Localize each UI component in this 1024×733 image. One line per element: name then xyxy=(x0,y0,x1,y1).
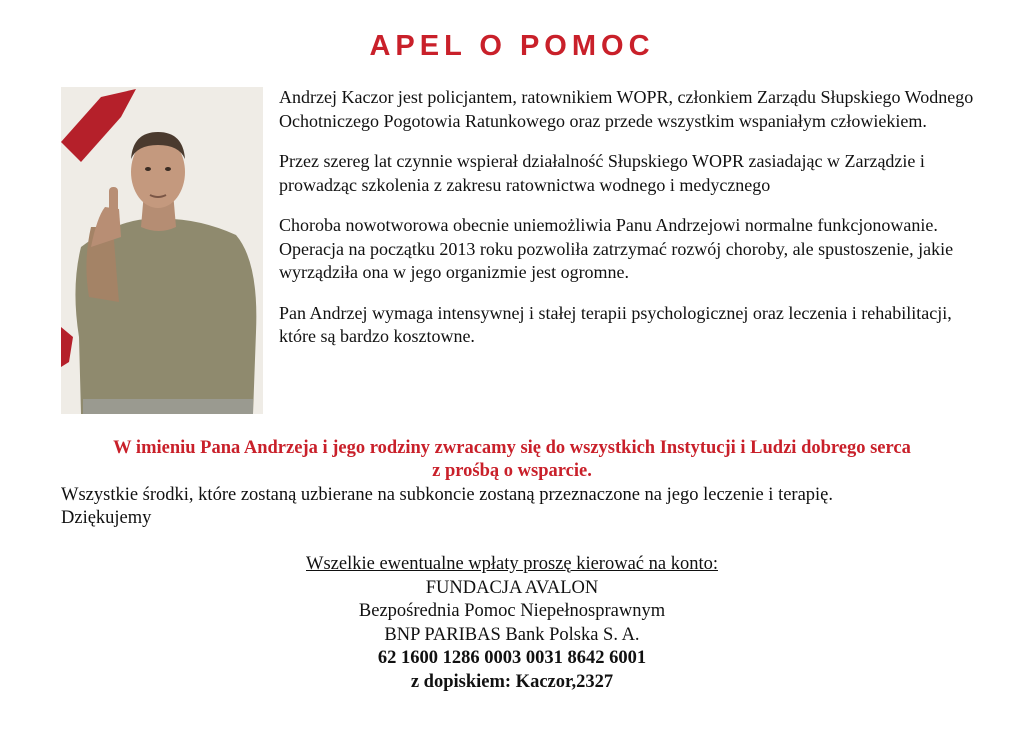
appeal-line-2: z prośbą o wsparcie. xyxy=(432,461,592,481)
funds-info xyxy=(61,484,1001,529)
bank-heading: Wszelkie ewentualne wpłaty proszę kierować na konto: xyxy=(306,554,718,574)
paragraph-intro: Andrzej Kaczor jest policjantem, ratownikiem WOPR, członkiem Zarządu Słupskiego Wodnego Ochotniczego Pogotowia Ratunkowego oraz przede wszystkim wspaniałym człowiekiem. xyxy=(279,87,974,131)
page-title: APEL O POMOC xyxy=(369,30,655,62)
account-number: 62 1600 1286 0003 0031 8642 6001 xyxy=(377,648,647,668)
funds-text: Wszystkie środki, które zostaną uzbierane na subkoncie zostaną przeznaczone na jego leczenie i terapię. xyxy=(61,485,834,505)
paragraph-activity: Przez szereg lat czynnie wspierał działalność Słupskiego WOPR zasiadając w Zarządzie i prowadząc szkolenia z zakresu ratownictwa wodnego i medycznego xyxy=(279,151,925,195)
transfer-note: z dopiskiem: Kaczor,2327 xyxy=(410,671,614,692)
portrait-illustration xyxy=(61,87,263,414)
description-text xyxy=(279,86,979,366)
portrait-photo xyxy=(61,87,263,414)
bank-name: BNP PARIBAS Bank Polska S. A. xyxy=(384,624,640,645)
thanks-text: Dziękujemy xyxy=(61,507,152,528)
appeal-text xyxy=(30,437,994,483)
paragraph-illness: Choroba nowotworowa obecnie uniemożliwia Panu Andrzejowi normalne funkcjonowanie. Operacja na początku 2013 roku pozwoliła zatrzymać rozwój choroby, ale spustoszenie, jakie wyrządziła ona w jego organizmie jest ogromne. xyxy=(279,215,954,282)
foundation-name: FUNDACJA AVALON xyxy=(425,577,599,598)
paragraph-therapy: Pan Andrzej wymaga intensywnej i stałej terapii psychologicznej oraz leczenia i rehabilitacji, które są bardzo kosztowne. xyxy=(279,302,952,346)
appeal-line-1: W imieniu Pana Andrzeja i jego rodziny zwracamy się do wszystkich Instytucji i Ludzi dobrego serca xyxy=(113,438,911,458)
foundation-subtitle: Bezpośrednia Pomoc Niepełnosprawnym xyxy=(358,601,666,621)
bank-details xyxy=(0,553,1024,694)
